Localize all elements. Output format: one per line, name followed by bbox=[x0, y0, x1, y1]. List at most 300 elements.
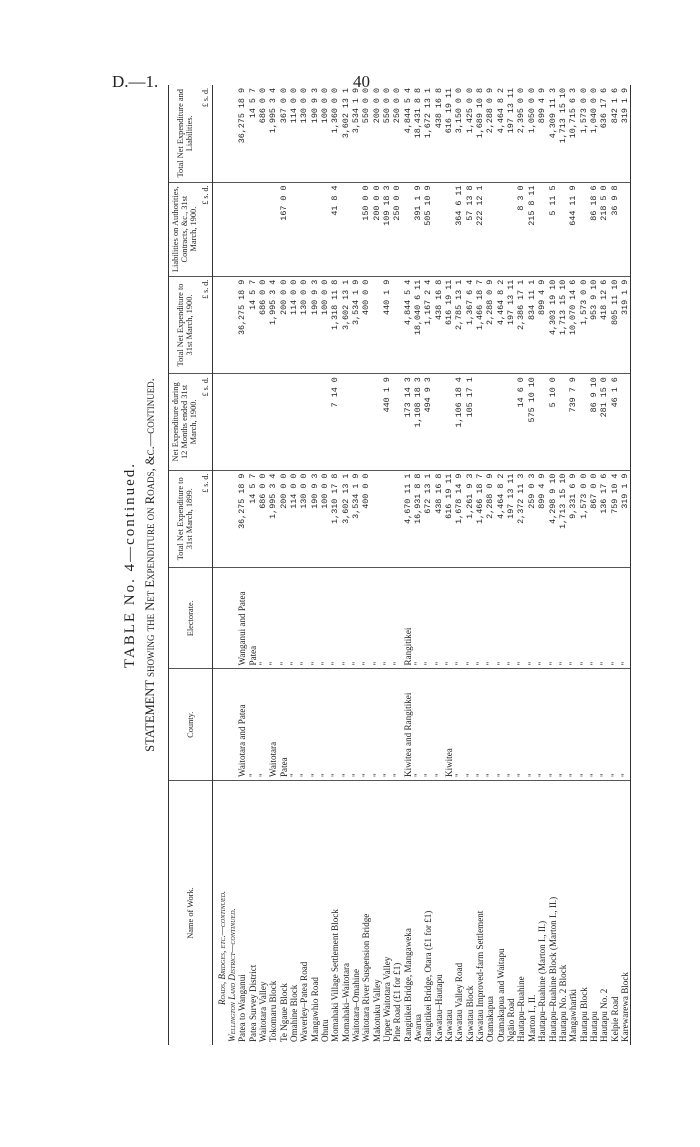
table-row bbox=[454, 85, 464, 1045]
total-1900-cell: 1,713 15 10 bbox=[558, 276, 568, 373]
total-liabilities-cell: 319 1 9 bbox=[620, 85, 631, 182]
net-12-months-cell bbox=[537, 374, 547, 470]
county-cell: " bbox=[341, 669, 351, 781]
expenditure-table bbox=[168, 85, 631, 1045]
electorate-cell: " bbox=[289, 568, 299, 669]
electorate-cell: " bbox=[444, 568, 454, 669]
total-1900-cell: 418 12 6 bbox=[599, 276, 609, 373]
county-cell: " bbox=[475, 669, 485, 781]
county-cell: " bbox=[465, 669, 475, 781]
electorate-cell: " bbox=[454, 568, 464, 669]
liabilities-cell bbox=[258, 182, 268, 276]
liabilities-cell bbox=[620, 182, 631, 276]
county-cell: " bbox=[537, 669, 547, 781]
county-cell: " bbox=[382, 669, 392, 781]
total-1900-cell: 10,070 14 6 bbox=[568, 276, 578, 373]
table-row bbox=[485, 85, 495, 1045]
electorate-cell: " bbox=[351, 568, 361, 669]
liabilities-cell: 8 3 0 bbox=[516, 182, 526, 276]
total-liabilities-cell: 36,275 18 9 bbox=[237, 85, 247, 182]
electorate-cell: " bbox=[506, 568, 516, 669]
liabilities-cell: 644 11 9 bbox=[568, 182, 578, 276]
net-12-months-cell bbox=[475, 374, 485, 470]
work-name: Kawatau bbox=[444, 1009, 455, 1042]
work-name: Patea Survey District bbox=[247, 964, 258, 1042]
total-liabilities-cell: 1,050 0 0 bbox=[527, 85, 537, 182]
work-name: Te Ngaue Block bbox=[278, 983, 289, 1042]
county-cell: Waitotara and Patea bbox=[237, 669, 247, 781]
table-row bbox=[599, 85, 609, 1045]
electorate-cell: " bbox=[392, 568, 402, 669]
table-row bbox=[341, 85, 351, 1045]
table-row bbox=[310, 85, 320, 1045]
total-1899-cell: 200 0 0 bbox=[279, 470, 289, 567]
table-row bbox=[444, 85, 454, 1045]
county-cell: " bbox=[516, 669, 526, 781]
net-12-months-cell bbox=[299, 374, 309, 470]
work-name: Mangawharīki bbox=[568, 988, 579, 1042]
net-12-months-cell bbox=[320, 374, 330, 470]
table-row bbox=[237, 85, 247, 1045]
electorate-cell: " bbox=[589, 568, 599, 669]
table-row bbox=[579, 85, 589, 1045]
total-1900-cell: 2,288 0 9 bbox=[485, 276, 495, 373]
net-12-months-cell bbox=[392, 374, 402, 470]
net-12-months-cell bbox=[558, 374, 568, 470]
electorate-cell: " bbox=[299, 568, 309, 669]
liabilities-cell bbox=[268, 182, 278, 276]
table-row bbox=[589, 85, 599, 1045]
net-12-months-cell bbox=[620, 374, 631, 470]
table-row bbox=[330, 85, 340, 1045]
electorate-cell: " bbox=[320, 568, 330, 669]
net-12-months-cell: 1,106 18 4 bbox=[454, 374, 464, 470]
total-1899-cell: 3,534 1 9 bbox=[351, 470, 361, 567]
total-1899-cell bbox=[382, 470, 392, 567]
total-1900-cell: 1,167 2 4 bbox=[423, 276, 433, 373]
county-cell: " bbox=[485, 669, 495, 781]
total-1899-cell: 1,713 15 10 bbox=[558, 470, 568, 567]
liabilities-cell: 5 11 5 bbox=[548, 182, 558, 276]
county-cell: " bbox=[330, 669, 340, 781]
table-row bbox=[382, 85, 392, 1045]
work-name: Rangitikei Bridge, Otara (£1 for £1) bbox=[423, 910, 434, 1042]
work-name: Momahaki–Waitotara bbox=[340, 962, 351, 1042]
work-name: Upper Waitotara Valley bbox=[382, 956, 392, 1042]
total-liabilities-cell: 1,672 13 1 bbox=[423, 85, 433, 182]
work-name: Hautapu–Ruahine Block (Marton I., II.) bbox=[547, 896, 558, 1042]
total-liabilities-cell: 3,534 1 9 bbox=[351, 85, 361, 182]
liabilities-cell: 222 12 1 bbox=[475, 182, 485, 276]
table-row bbox=[434, 85, 444, 1045]
total-1900-cell: 805 11 10 bbox=[610, 276, 620, 373]
electorate-cell: " bbox=[620, 568, 631, 669]
table-row bbox=[465, 85, 475, 1045]
liabilities-cell bbox=[403, 182, 413, 276]
total-1900-cell: 190 9 3 bbox=[310, 276, 320, 373]
total-liabilities-cell: 18,431 8 8 bbox=[413, 85, 423, 182]
total-liabilities-cell: 1,425 0 0 bbox=[465, 85, 475, 182]
county-cell: " bbox=[610, 669, 620, 781]
work-name: Hautapu No. 2 Block bbox=[557, 964, 568, 1042]
total-1900-cell: 130 0 0 bbox=[299, 276, 309, 373]
work-name: Makotuku Valley bbox=[371, 979, 382, 1042]
total-1900-cell: 3,602 13 1 bbox=[341, 276, 351, 373]
table-row bbox=[506, 85, 516, 1045]
total-1899-cell: 130 0 0 bbox=[299, 470, 309, 567]
county-cell: " bbox=[599, 669, 609, 781]
col-name-of-work: Name of Work. bbox=[169, 781, 213, 1046]
electorate-cell: " bbox=[423, 568, 433, 669]
total-1899-cell: 686 0 0 bbox=[258, 470, 268, 567]
work-name: Kawatau–Hautapu bbox=[433, 974, 444, 1042]
table-row bbox=[268, 85, 278, 1045]
page-ref: D.—1. bbox=[112, 72, 159, 91]
work-name: Hautapu–Ruahine bbox=[516, 976, 527, 1042]
total-1900-cell: 4,464 8 2 bbox=[496, 276, 506, 373]
liabilities-cell bbox=[299, 182, 309, 276]
total-1899-cell: 899 4 9 bbox=[537, 470, 547, 567]
liabilities-cell bbox=[434, 182, 444, 276]
total-1900-cell: 1,367 6 4 bbox=[465, 276, 475, 373]
table-row bbox=[279, 85, 289, 1045]
table-row bbox=[289, 85, 299, 1045]
work-name: Ohutu bbox=[319, 1019, 330, 1042]
total-1899-cell: 190 9 3 bbox=[310, 470, 320, 567]
net-12-months-cell bbox=[579, 374, 589, 470]
liabilities-cell bbox=[485, 182, 495, 276]
total-1899-cell: 616 19 11 bbox=[444, 470, 454, 567]
net-12-months-cell: 5 10 0 bbox=[548, 374, 558, 470]
total-1899-cell: 672 13 1 bbox=[423, 470, 433, 567]
total-liabilities-cell: 899 4 9 bbox=[537, 85, 547, 182]
liabilities-cell: 109 18 3 bbox=[382, 182, 392, 276]
county-cell: " bbox=[351, 669, 361, 781]
total-liabilities-cell: 550 0 0 bbox=[361, 85, 371, 182]
total-1899-cell: 100 0 0 bbox=[320, 470, 330, 567]
county-cell: " bbox=[620, 669, 631, 781]
net-12-months-cell bbox=[444, 374, 454, 470]
work-name: Tokomaru Block bbox=[268, 980, 279, 1042]
net-12-months-cell: 7 14 0 bbox=[330, 374, 340, 470]
liabilities-cell bbox=[310, 182, 320, 276]
liabilities-cell: 391 1 9 bbox=[413, 182, 423, 276]
county-cell: " bbox=[289, 669, 299, 781]
district-heading: Wellington Land District—continued. bbox=[226, 908, 237, 1042]
total-1899-cell: 2,372 11 3 bbox=[516, 470, 526, 567]
net-12-months-cell bbox=[485, 374, 495, 470]
total-1900-cell: 4,303 19 10 bbox=[548, 276, 558, 373]
total-1899-cell: 259 0 3 bbox=[527, 470, 537, 567]
total-liabilities-cell: 1,040 0 0 bbox=[589, 85, 599, 182]
liabilities-cell: 218 5 0 bbox=[599, 182, 609, 276]
total-1900-cell: 2,785 13 1 bbox=[454, 276, 464, 373]
electorate-cell: " bbox=[434, 568, 444, 669]
total-liabilities-cell: 4,844 5 4 bbox=[403, 85, 413, 182]
net-12-months-cell: 575 10 10 bbox=[527, 374, 537, 470]
total-1899-cell: 16,931 8 8 bbox=[413, 470, 423, 567]
work-name: Waverley–Patea Road bbox=[299, 961, 310, 1042]
total-liabilities-cell: 1,995 3 4 bbox=[268, 85, 278, 182]
col-total-1899: Total Net Expenditure to 31st March, 1899. bbox=[169, 470, 201, 567]
total-1900-cell: 1,466 18 7 bbox=[475, 276, 485, 373]
county-cell: " bbox=[506, 669, 516, 781]
total-1899-cell: 1,310 17 8 bbox=[330, 470, 340, 567]
total-liabilities-cell: 2,288 0 9 bbox=[485, 85, 495, 182]
net-12-months-cell: 1,108 18 3 bbox=[413, 374, 423, 470]
total-1900-cell: 686 0 0 bbox=[258, 276, 268, 373]
liabilities-cell: 505 10 9 bbox=[423, 182, 433, 276]
liabilities-cell bbox=[248, 182, 258, 276]
liabilities-cell: 57 13 8 bbox=[465, 182, 475, 276]
total-liabilities-cell: 1,689 10 8 bbox=[475, 85, 485, 182]
page-number: 40 bbox=[353, 72, 370, 91]
work-name: Otamakapua bbox=[485, 996, 496, 1042]
work-name: Mangawhio Road bbox=[309, 977, 320, 1042]
liabilities-cell bbox=[537, 182, 547, 276]
total-liabilities-cell: 1,573 0 0 bbox=[579, 85, 589, 182]
total-1899-cell: 438 16 8 bbox=[434, 470, 444, 567]
total-1900-cell: 3,534 1 9 bbox=[351, 276, 361, 373]
net-12-months-cell bbox=[496, 374, 506, 470]
table-row bbox=[403, 85, 413, 1045]
net-12-months-cell bbox=[258, 374, 268, 470]
net-12-months-cell bbox=[351, 374, 361, 470]
net-12-months-cell: 14 6 0 bbox=[516, 374, 526, 470]
table-row bbox=[392, 85, 402, 1045]
electorate-cell: " bbox=[372, 568, 382, 669]
work-name: Patea to Wanganui bbox=[237, 974, 248, 1042]
table-row bbox=[558, 85, 568, 1045]
total-1900-cell: 440 1 9 bbox=[382, 276, 392, 373]
total-liabilities-cell: 842 1 6 bbox=[610, 85, 620, 182]
table-row bbox=[620, 85, 631, 1045]
work-name: Rangitikei Bridge, Mangaweka bbox=[402, 928, 413, 1042]
liabilities-cell bbox=[237, 182, 247, 276]
col-liabilities: Liabilities on Authorities, Contracts, &c., 31st March, 1900. bbox=[169, 182, 201, 276]
net-12-months-cell bbox=[341, 374, 351, 470]
net-12-months-cell bbox=[268, 374, 278, 470]
county-cell: " bbox=[258, 669, 268, 781]
table-row bbox=[372, 85, 382, 1045]
net-12-months-cell bbox=[506, 374, 516, 470]
table-row bbox=[516, 85, 526, 1045]
electorate-cell: " bbox=[516, 568, 526, 669]
total-liabilities-cell: 550 0 0 bbox=[382, 85, 392, 182]
total-1900-cell: 1,318 11 8 bbox=[330, 276, 340, 373]
liabilities-cell: 250 0 0 bbox=[392, 182, 402, 276]
total-liabilities-cell: 14 5 7 bbox=[248, 85, 258, 182]
work-name: Hautapu bbox=[588, 1011, 599, 1042]
county-cell: " bbox=[454, 669, 464, 781]
county-cell: Kiwitea and Rangitikei bbox=[403, 669, 413, 781]
county-cell: " bbox=[392, 669, 402, 781]
net-12-months-cell: 281 15 0 bbox=[599, 374, 609, 470]
total-liabilities-cell: 200 0 0 bbox=[372, 85, 382, 182]
liabilities-cell bbox=[579, 182, 589, 276]
work-name: Hautapu No. 2 bbox=[599, 988, 610, 1042]
liabilities-cell: 167 0 0 bbox=[279, 182, 289, 276]
units-2: £ s. d. bbox=[201, 374, 212, 470]
liabilities-cell bbox=[496, 182, 506, 276]
liabilities-cell: 150 0 0 bbox=[361, 182, 371, 276]
county-cell: " bbox=[558, 669, 568, 781]
rotated-table-container bbox=[118, 85, 678, 1045]
total-1900-cell: 616 19 11 bbox=[444, 276, 454, 373]
electorate-cell: " bbox=[279, 568, 289, 669]
units-4: £ s. d. bbox=[201, 182, 212, 276]
total-liabilities-cell: 2,395 0 0 bbox=[516, 85, 526, 182]
electorate-cell: " bbox=[579, 568, 589, 669]
liabilities-cell bbox=[444, 182, 454, 276]
electorate-cell: " bbox=[268, 568, 278, 669]
liabilities-cell: 364 6 11 bbox=[454, 182, 464, 276]
total-1899-cell: 4,670 11 1 bbox=[403, 470, 413, 567]
table-row bbox=[527, 85, 537, 1045]
net-12-months-cell bbox=[372, 374, 382, 470]
units-5: £ s. d. bbox=[201, 85, 212, 182]
total-1899-cell: 1,466 18 7 bbox=[475, 470, 485, 567]
units-3: £ s. d. bbox=[201, 276, 212, 373]
total-liabilities-cell: 438 16 8 bbox=[434, 85, 444, 182]
net-12-months-cell bbox=[237, 374, 247, 470]
net-12-months-cell: 494 9 3 bbox=[423, 374, 433, 470]
net-12-months-cell: 46 1 6 bbox=[610, 374, 620, 470]
total-1899-cell: 4,298 9 10 bbox=[548, 470, 558, 567]
total-liabilities-cell: 686 0 0 bbox=[258, 85, 268, 182]
total-liabilities-cell: 4,309 11 3 bbox=[548, 85, 558, 182]
table-row bbox=[320, 85, 330, 1045]
county-cell: " bbox=[589, 669, 599, 781]
net-12-months-cell: 105 17 1 bbox=[465, 374, 475, 470]
net-12-months-cell bbox=[310, 374, 320, 470]
county-cell: " bbox=[434, 669, 444, 781]
total-1899-cell: 1,678 14 9 bbox=[454, 470, 464, 567]
total-liabilities-cell: 636 17 6 bbox=[599, 85, 609, 182]
total-1899-cell: 1,995 3 4 bbox=[268, 470, 278, 567]
net-12-months-cell: 739 7 9 bbox=[568, 374, 578, 470]
liabilities-cell bbox=[558, 182, 568, 276]
total-liabilities-cell: 114 0 0 bbox=[289, 85, 299, 182]
total-1900-cell: 899 4 9 bbox=[537, 276, 547, 373]
total-1899-cell: 197 13 11 bbox=[506, 470, 516, 567]
table-row bbox=[361, 85, 371, 1045]
total-1899-cell bbox=[372, 470, 382, 567]
total-1899-cell: 400 0 0 bbox=[361, 470, 371, 567]
total-1899-cell: 867 0 0 bbox=[589, 470, 599, 567]
county-cell: " bbox=[361, 669, 371, 781]
table-title: TABLE No. 4—continued. bbox=[122, 461, 138, 669]
total-liabilities-cell: 3,150 0 0 bbox=[454, 85, 464, 182]
net-12-months-cell bbox=[279, 374, 289, 470]
units-1: £ s. d. bbox=[201, 470, 212, 567]
table-row bbox=[423, 85, 433, 1045]
liabilities-cell bbox=[289, 182, 299, 276]
total-liabilities-cell: 190 9 3 bbox=[310, 85, 320, 182]
total-1900-cell: 1,573 0 0 bbox=[579, 276, 589, 373]
table-row bbox=[258, 85, 268, 1045]
section-heading: Roads, Bridges, etc.—continued. bbox=[216, 890, 227, 1005]
liabilities-cell bbox=[506, 182, 516, 276]
electorate-cell: Wanganui and Patea bbox=[237, 568, 247, 669]
total-1900-cell: 319 1 9 bbox=[620, 276, 631, 373]
total-1900-cell: 2,386 17 1 bbox=[516, 276, 526, 373]
total-1900-cell: 834 11 1 bbox=[527, 276, 537, 373]
total-liabilities-cell: 3,602 13 1 bbox=[341, 85, 351, 182]
total-liabilities-cell: 1,713 15 10 bbox=[558, 85, 568, 182]
total-1899-cell: 114 0 0 bbox=[289, 470, 299, 567]
total-1899-cell: 1,573 0 0 bbox=[579, 470, 589, 567]
electorate-cell: " bbox=[496, 568, 506, 669]
county-cell: " bbox=[548, 669, 558, 781]
county-cell: " bbox=[496, 669, 506, 781]
county-cell: " bbox=[423, 669, 433, 781]
table-row bbox=[610, 85, 620, 1045]
county-cell: " bbox=[372, 669, 382, 781]
table-row bbox=[568, 85, 578, 1045]
table-row bbox=[537, 85, 547, 1045]
total-1900-cell bbox=[372, 276, 382, 373]
county-cell: " bbox=[527, 669, 537, 781]
electorate-cell: " bbox=[537, 568, 547, 669]
electorate-cell: " bbox=[382, 568, 392, 669]
table-row bbox=[248, 85, 258, 1045]
work-name: Marton I., II. bbox=[526, 994, 537, 1042]
county-cell: " bbox=[579, 669, 589, 781]
total-1900-cell: 18,040 6 11 bbox=[413, 276, 423, 373]
total-1899-cell: 3,602 13 1 bbox=[341, 470, 351, 567]
total-1900-cell: 953 9 10 bbox=[589, 276, 599, 373]
electorate-cell: " bbox=[527, 568, 537, 669]
electorate-cell: " bbox=[310, 568, 320, 669]
net-12-months-cell bbox=[361, 374, 371, 470]
county-cell: " bbox=[310, 669, 320, 781]
net-12-months-cell: 86 9 10 bbox=[589, 374, 599, 470]
table-subtitle: STATEMENT showing the Net Expenditure on Roads, &c.—continued. bbox=[143, 378, 157, 752]
total-liabilities-cell: 367 0 0 bbox=[279, 85, 289, 182]
electorate-cell: " bbox=[485, 568, 495, 669]
liabilities-cell: 36 9 8 bbox=[610, 182, 620, 276]
table-row bbox=[475, 85, 485, 1045]
total-1900-cell: 1,995 3 4 bbox=[268, 276, 278, 373]
net-12-months-cell bbox=[434, 374, 444, 470]
electorate-cell: Rangitikei bbox=[403, 568, 413, 669]
electorate-cell: Patea bbox=[248, 568, 258, 669]
total-1899-cell bbox=[392, 470, 402, 567]
total-1899-cell: 759 10 4 bbox=[610, 470, 620, 567]
total-1899-cell: 2,288 0 9 bbox=[485, 470, 495, 567]
county-cell: " bbox=[299, 669, 309, 781]
total-1899-cell: 1,261 9 3 bbox=[465, 470, 475, 567]
work-name: Pine Road (£1 for £1) bbox=[392, 962, 403, 1042]
work-name: Awarua bbox=[413, 1014, 424, 1042]
work-name: Hautapu Block bbox=[578, 987, 589, 1042]
net-12-months-cell: 173 14 3 bbox=[403, 374, 413, 470]
total-1900-cell: 4,844 5 4 bbox=[403, 276, 413, 373]
electorate-cell: " bbox=[548, 568, 558, 669]
total-1899-cell: 136 17 6 bbox=[599, 470, 609, 567]
net-12-months-cell bbox=[289, 374, 299, 470]
liabilities-cell bbox=[341, 182, 351, 276]
total-1900-cell: 438 16 8 bbox=[434, 276, 444, 373]
electorate-cell: " bbox=[475, 568, 485, 669]
work-name: Kawatau Valley Road bbox=[454, 962, 465, 1042]
total-1900-cell: 36,275 18 9 bbox=[237, 276, 247, 373]
col-county: County. bbox=[169, 669, 213, 781]
total-1900-cell: 400 0 0 bbox=[361, 276, 371, 373]
work-name: Otamakapua and Waitapu bbox=[495, 948, 506, 1042]
liabilities-cell: 200 0 0 bbox=[372, 182, 382, 276]
